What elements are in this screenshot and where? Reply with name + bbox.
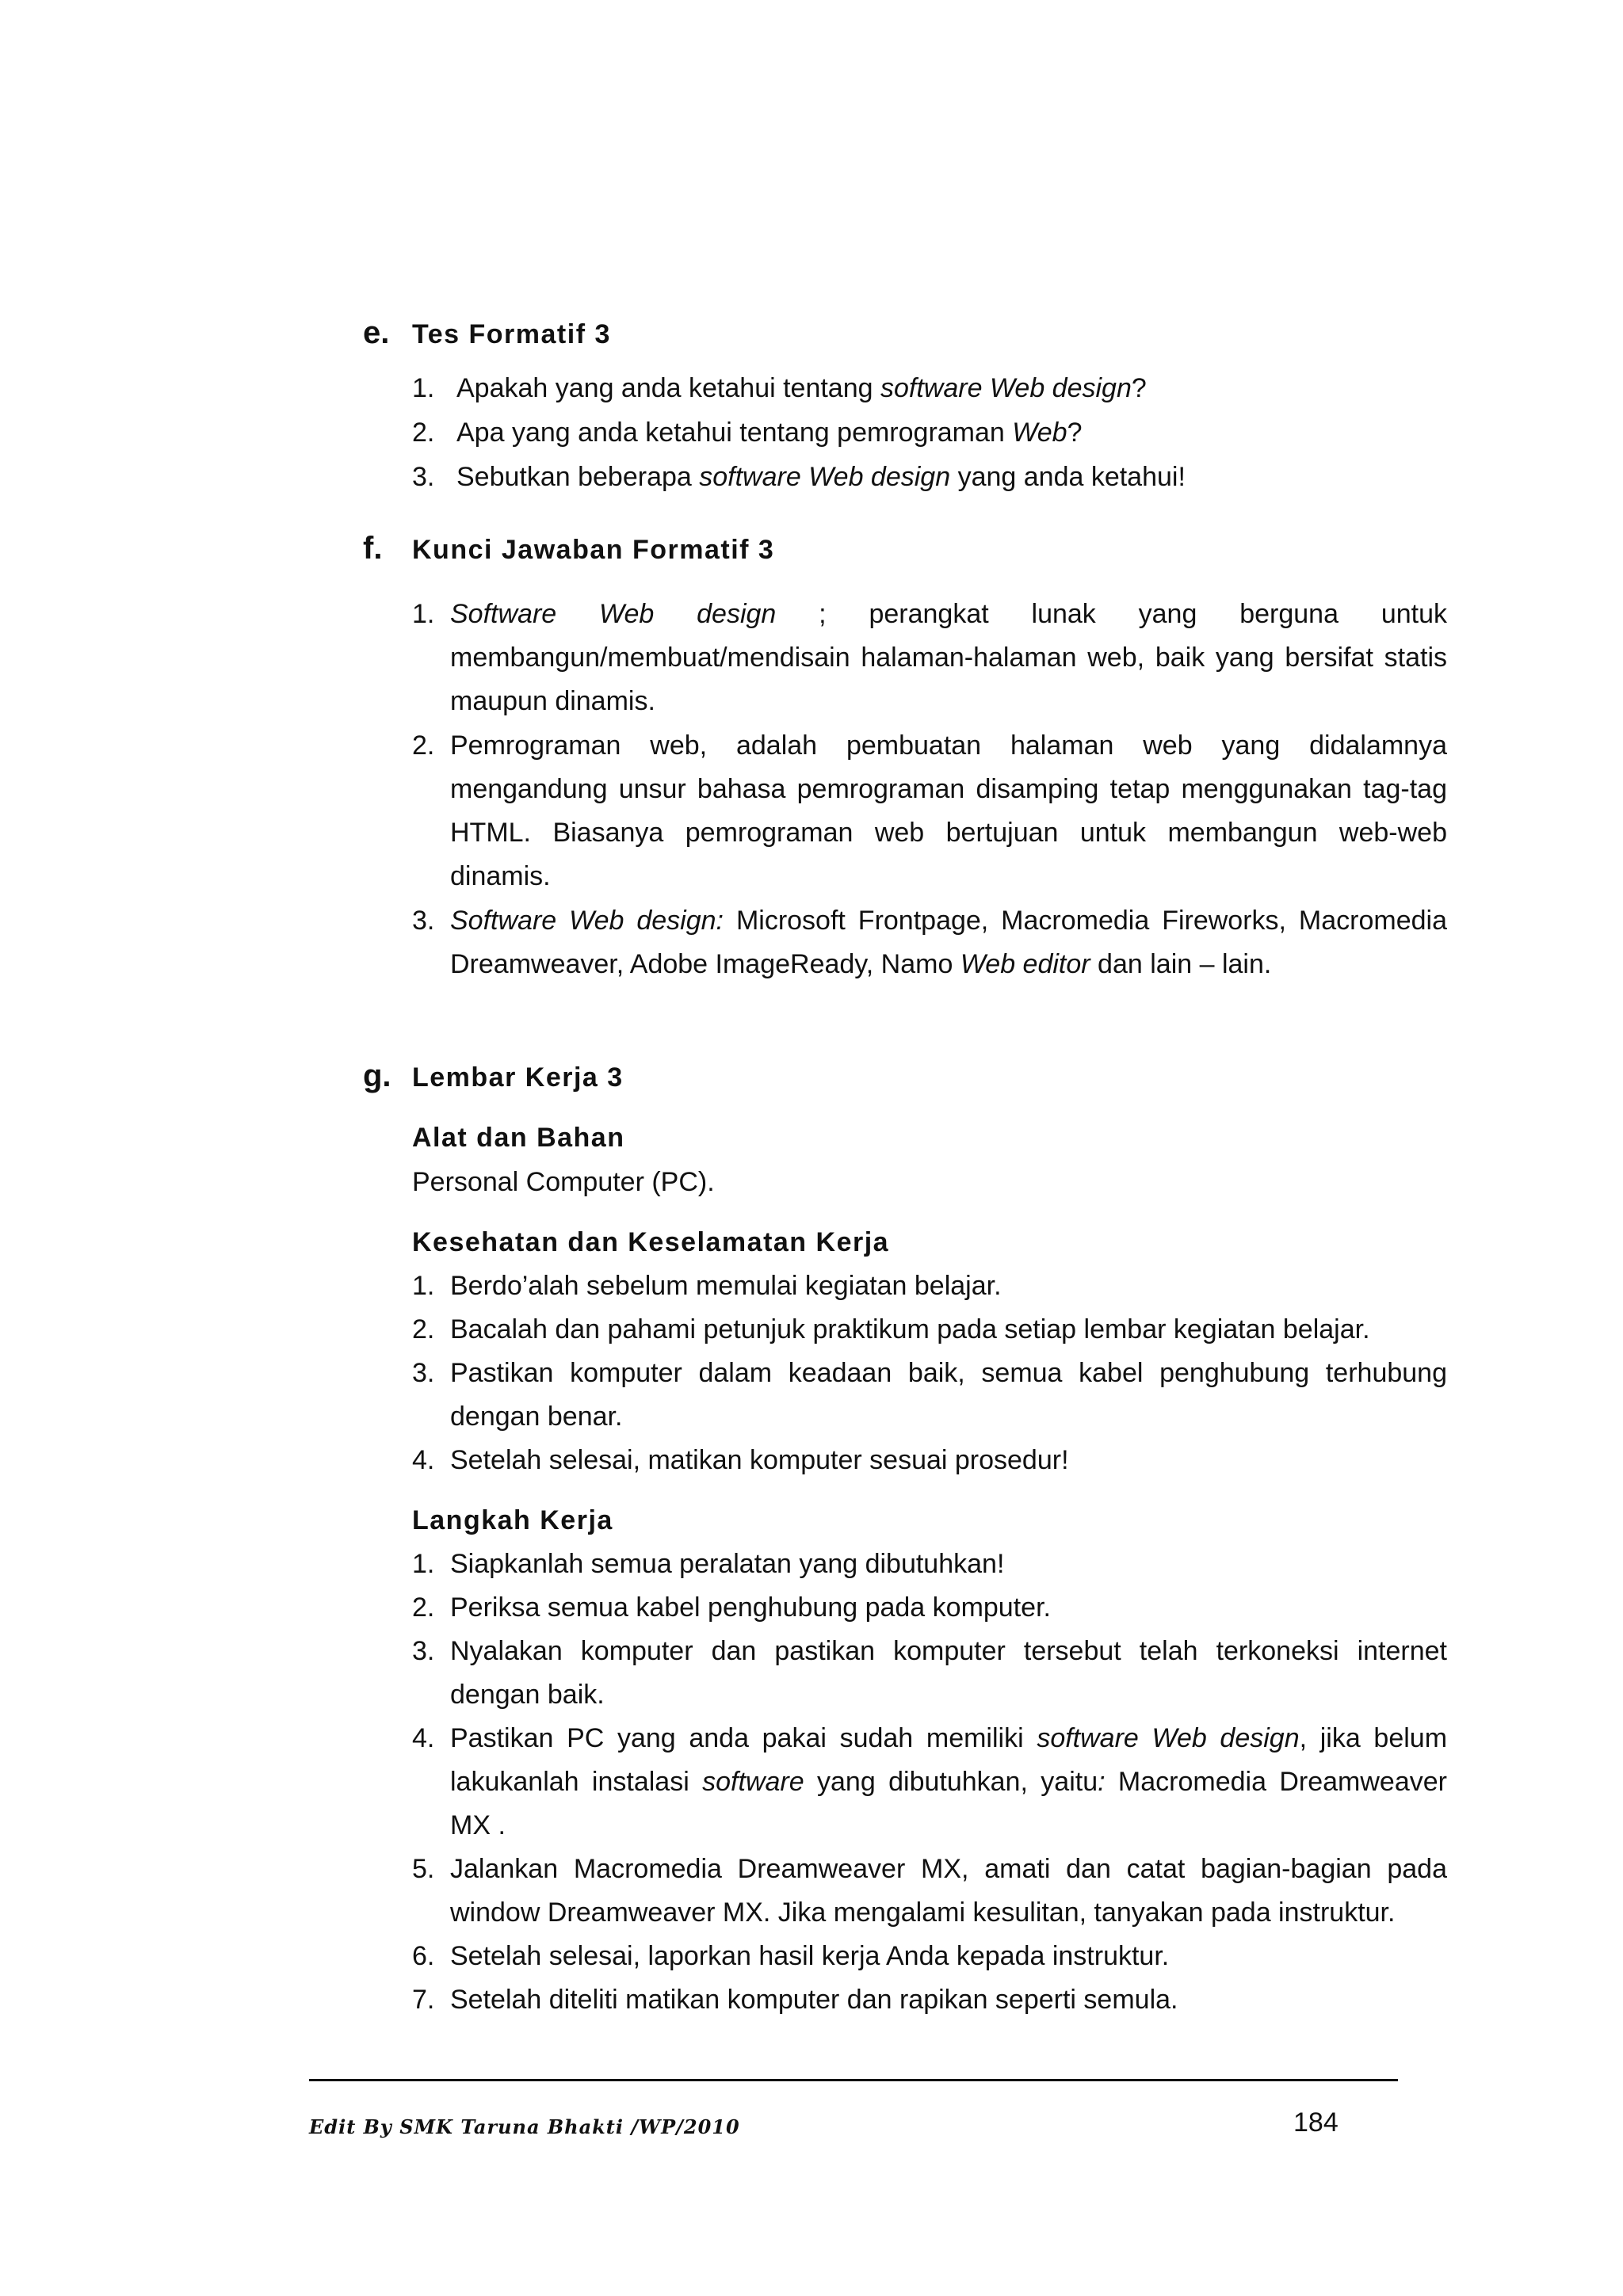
section-heading [363, 315, 1186, 358]
list-item: 2. Bacalah dan pahami petunjuk praktikum pada setiap lembar kegiatan belajar. [412, 1314, 1370, 1344]
section-title: Lembar Kerja 3 [412, 1062, 624, 1093]
list-item: 1. Software Web design ; perangkat lunak yang berguna untuk membangun/membuat/mendisain halaman-halaman web, baik yang bersifat statis maupun dinamis. [412, 599, 1447, 716]
kesehatan-keselamatan-kerja [412, 1220, 1447, 1482]
answer-list [412, 593, 1447, 986]
langkah-list [412, 1543, 1447, 2022]
footer-divider [309, 2079, 1398, 2081]
k3-list [412, 1264, 1447, 1482]
subsection-title: Langkah Kerja [412, 1505, 613, 1535]
section-heading [363, 1058, 1447, 1101]
section-title: Tes Formatif 3 [412, 319, 611, 349]
list-item: 6. Setelah selesai, laporkan hasil kerja Anda kepada instruktur. [412, 1941, 1170, 1971]
list-item: 3. Software Web design: Microsoft Frontpage, Macromedia Fireworks, Macromedia Dreamweaver, Adobe ImageReady, Namo Web editor dan lain – lain. [412, 906, 1447, 979]
section-kunci-jawaban [363, 531, 1447, 987]
section-title: Kunci Jawaban Formatif 3 [412, 535, 775, 565]
list-item: 2. Apa yang anda ketahui tentang pemrograman Web? [412, 418, 1083, 448]
subsection-title: Alat dan Bahan [412, 1123, 625, 1153]
list-item: 3. Nyalakan komputer dan pastikan komputer tersebut telah terkoneksi internet dengan baik. [412, 1636, 1447, 1710]
section-letter: g. [363, 1058, 391, 1093]
list-item: 4. Setelah selesai, matikan komputer sesuai prosedur! [412, 1445, 1069, 1475]
list-item: 3. Pastikan komputer dalam keadaan baik, semua kabel penghubung terhubung dengan benar. [412, 1358, 1447, 1432]
page-number: 184 [1293, 2107, 1338, 2138]
langkah-kerja [412, 1498, 1447, 2022]
section-letter: f. [363, 531, 383, 566]
list-item: 2. Periksa semua kabel penghubung pada komputer. [412, 1592, 1051, 1623]
subsection-text: Personal Computer (PC). [412, 1167, 715, 1197]
alat-dan-bahan [412, 1116, 1447, 1204]
list-item: 3. Sebutkan beberapa software Web design yang anda ketahui! [412, 462, 1186, 492]
section-lembar-kerja [363, 1058, 1447, 2022]
list-item: 4. Pastikan PC yang anda pakai sudah memiliki software Web design, jika belum lakukanlah instalasi software yang dibutuhkan, yaitu: Macromedia Dreamweaver MX . [412, 1723, 1448, 1840]
subsection-title: Kesehatan dan Keselamatan Kerja [412, 1227, 890, 1257]
section-heading [363, 531, 1447, 574]
list-item: 7. Setelah diteliti matikan komputer dan rapikan seperti semula. [412, 1985, 1178, 2015]
list-item: 1. Siapkanlah semua peralatan yang dibutuhkan! [412, 1549, 1005, 1579]
question-list [412, 366, 1186, 499]
list-item: 5. Jalankan Macromedia Dreamweaver MX, amati dan catat bagian-bagian pada window Dreamweaver MX. Jika mengalami kesulitan, tanyakan pada instruktur. [412, 1854, 1447, 1928]
footer-credit: Edit By SMK Taruna Bhakti /WP/2010 [309, 2115, 740, 2138]
list-item: 1. Apakah yang anda ketahui tentang software Web design? [412, 373, 1147, 403]
list-item: 2. Pemrograman web, adalah pembuatan halaman web yang didalamnya mengandung unsur bahasa pemrograman disamping tetap menggunakan tag-tag HTML. Biasanya pemrograman web bertujuan untuk membangun web-web dinamis. [412, 730, 1447, 891]
section-letter: e. [363, 315, 390, 350]
list-item: 1. Berdo’alah sebelum memulai kegiatan belajar. [412, 1271, 1002, 1301]
section-tes-formatif [363, 315, 1186, 499]
